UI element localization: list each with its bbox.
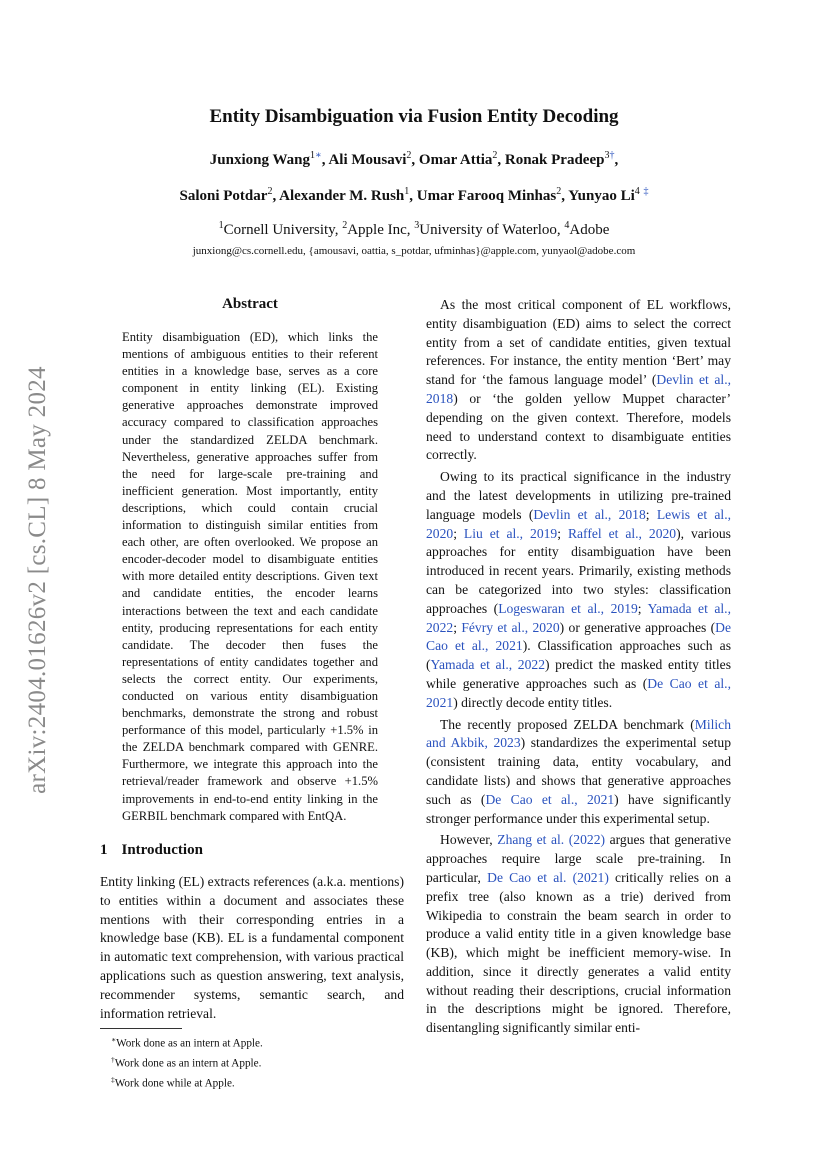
citation-link[interactable]: Devlin et al., 2018 [533,506,646,522]
author-name: Junxiong Wang [209,152,310,168]
citation-link[interactable]: De Cao et al., 2021 [426,619,731,654]
author-affil-sup: 4 [634,186,640,197]
citation-link[interactable]: De Cao et al., 2021 [485,791,615,807]
author-name: Saloni Potdar [179,188,268,204]
author-name: Umar Farooq Minhas [416,188,557,204]
arxiv-identifier-stamp: arXiv:2404.01626v2 [cs.CL] 8 May 2024 [24,366,51,794]
affiliation: Cornell University [223,222,335,238]
author-affil-sup: 2 [267,186,273,197]
body-text: critically relies on a prefix tree (also known as a trie) derived from Wikipedia to constrain the beam search in order to produce a valid entity title in a given knowledge base (KB), which might be inefficient memory-wise. In addition, since it directly generates a valid entity without reading their descriptions, crucial information in the descriptions might be ignored. Therefore, disentangling significantly similar enti- [426,869,731,1036]
body-text: ). Classification approaches such as ( [426,638,731,673]
section-title: Introduction [121,842,203,858]
body-text: Owing to its practical significance in the industry and the latest developments in utilizing pre-trained language models ( [426,469,731,522]
body-text: ), various approaches for entity disambiguation have been introduced in recent years. Primarily, existing methods can be categorized into two styles: classification approaches ( [426,525,731,616]
author-name: Omar Attia [418,152,493,168]
section-number: 1 [100,842,108,858]
abstract-heading: Abstract [222,296,278,312]
footnote-text: Work done as an intern at Apple. [116,1037,263,1050]
author-affil-sup: 1 [404,186,410,197]
body-text: ) or generative approaches ( [559,619,716,635]
body-text: As the most critical component of EL workflows, entity disambiguation (ED) aims to select the correct entity from a set of candidate entities, given textual references. For instance, the entity mention ‘Bert’ may stand for ‘the famous language model’ ( [426,297,731,388]
body-text: ; [557,525,568,541]
citation-link[interactable]: Févry et al., 2020 [461,619,560,635]
body-text: However, [440,832,498,848]
footnote-text: Work done as an intern at Apple. [114,1057,262,1070]
body-text: ) predict the masked entity titles while generative approaches such as ( [426,657,732,691]
citation-link[interactable]: Lewis et al., 2020 [426,506,731,541]
author-line-2: Saloni Potdar$^2$, Alexander M. Rush$^1$, Umar Farooq Minhas$^2$, Yunyao Li$^4$ ‡ [179,186,649,204]
right-column [426,296,731,1041]
intro-paragraph [100,873,404,1023]
citation-link[interactable]: Devlin et al., 2018 [426,372,731,406]
footnote-mark: ∗ [111,1035,117,1044]
footnote-text: Work done while at Apple. [114,1078,235,1091]
body-text: ; [453,619,462,635]
footnote-mark: ‡ [111,1075,115,1085]
author-affil-sup: 3 [604,150,610,161]
paper-title: Entity Disambiguation via Fusion Entity Decoding [209,106,619,127]
author-line-1: Junxiong Wang$^{1∗}$, Ali Mousavi$^2$, Omar Attia$^2$, Ronak Pradeep$^{3\dagger}$, [209,150,619,168]
body-paragraph [426,296,731,465]
author-affil-sup: 2 [492,150,498,161]
footnote [111,1032,263,1052]
body-text: ) standardizes the experimental setup (consistent training data, entity vocabulary, and candidate lists) and shows that generative approaches such as ( [426,735,731,807]
footnote-mark: † [111,1055,115,1065]
citation-link[interactable]: Logeswaran et al., 2019 [498,600,638,616]
author-affil-sup: 2 [406,150,412,161]
footnote-mark[interactable]: † [609,150,615,161]
footnote [111,1052,263,1072]
affil-sup: 3 [414,220,420,231]
affil-sup: 1 [218,220,224,231]
footnotes [111,1032,263,1092]
body-text: ; [645,506,657,522]
section-heading-introduction [100,842,203,859]
citation-link[interactable]: Zhang et al. (2022) [497,832,606,848]
affil-sup: 2 [342,220,348,231]
affiliation: Apple Inc [347,222,407,238]
author-emails: junxiong@cs.cornell.edu, {amousavi, oattia, s_potdar, ufminhas}@apple.com, yunyaol@adobe.com [192,245,636,257]
body-paragraph [426,716,731,829]
affiliation: University of Waterloo [419,222,557,238]
body-text: ; [637,600,648,616]
footnote [111,1072,263,1092]
body-paragraph [426,468,731,712]
author-affil-sup: 2 [556,186,562,197]
author-affil-sup: 1 [309,150,315,161]
body-text: ; [453,525,464,541]
citation-link[interactable]: Yamada et al., 2022 [426,600,731,635]
affiliations: $^1$Cornell University, $^2$Apple Inc, $^3$University of Waterloo, $^4$Adobe [218,220,610,238]
citation-link[interactable]: Raffel et al., 2020 [567,525,677,541]
body-text: argues that generative approaches require large scale pre-training. In particular, [426,832,731,885]
footnote-divider [100,1028,182,1029]
citation-link[interactable]: De Cao et al. (2021) [487,869,609,885]
citation-link[interactable]: Liu et al., 2019 [463,525,558,541]
citation-link[interactable]: Yamada et al., 2022 [430,657,545,673]
author-name: Ali Mousavi [328,152,407,168]
author-name: Ronak Pradeep [504,152,605,168]
affiliation: Adobe [569,222,610,238]
citation-link[interactable]: De Cao et al., 2021 [426,675,731,710]
affil-sup: 4 [564,220,570,231]
body-paragraph [426,831,731,1038]
author-name: Alexander M. Rush [279,188,405,204]
abstract-text: Entity disambiguation (ED), which links the mentions of ambiguous entities to their referent entities in a knowledge base, serves as a core component in entity linking (EL). Existing generative approaches demonstrate improved accuracy compared to classification approaches under the standardized ZELDA benchmark. Nevertheless, generative approaches suffer from the need for large-scale pre-training and inefficient generation. Most importantly, entity descriptions, which could contain crucial information to distinguish similar entities from each other, are often overlooked. We propose an encoder-decoder model to disambiguate entities with more detailed entity descriptions. Given text and candidate entities, the encoder learns interactions between the text and each candidate entity, producing representations for each entity candidate. The decoder then fuses the representations of entity candidates together and selects the correct entity. Our experiments, conducted on various entity disambiguation benchmarks, demonstrate the strong and robust performance of this model, particularly +1.5% in the ZELDA benchmark compared with GENRE. Furthermore, we integrate this approach into the retrieval/reader framework and observe +1.5% improvements in end-to-end entity linking in the GERBIL benchmark compared with EntQA. [122,330,378,823]
body-text: ) directly decode entity titles. [453,694,613,710]
citation-link[interactable]: Milich and Akbik, 2023 [426,716,731,751]
footnote-mark[interactable]: ‡ [643,186,649,197]
author-name: Yunyao Li [568,188,635,204]
body-text: ) or ‘the golden yellow Muppet character’ depending on the given context. Therefore, models need to understand context to disambiguate entities correctly. [426,390,731,463]
body-text: The recently proposed ZELDA benchmark ( [440,716,695,732]
body-text: ) have significantly stronger performance under this experimental setup. [426,791,731,826]
intro-text: Entity linking (EL) extracts references (a.k.a. mentions) to entities within a document and associates these mentions with their corresponding entries in a knowledge base (KB). EL is a fundamental component in automatic text comprehension, with various practical applications such as question answering, text analysis, recommender systems, semantic search, and information retrieval. [100,874,404,1021]
footnote-mark[interactable]: ∗ [314,150,322,161]
